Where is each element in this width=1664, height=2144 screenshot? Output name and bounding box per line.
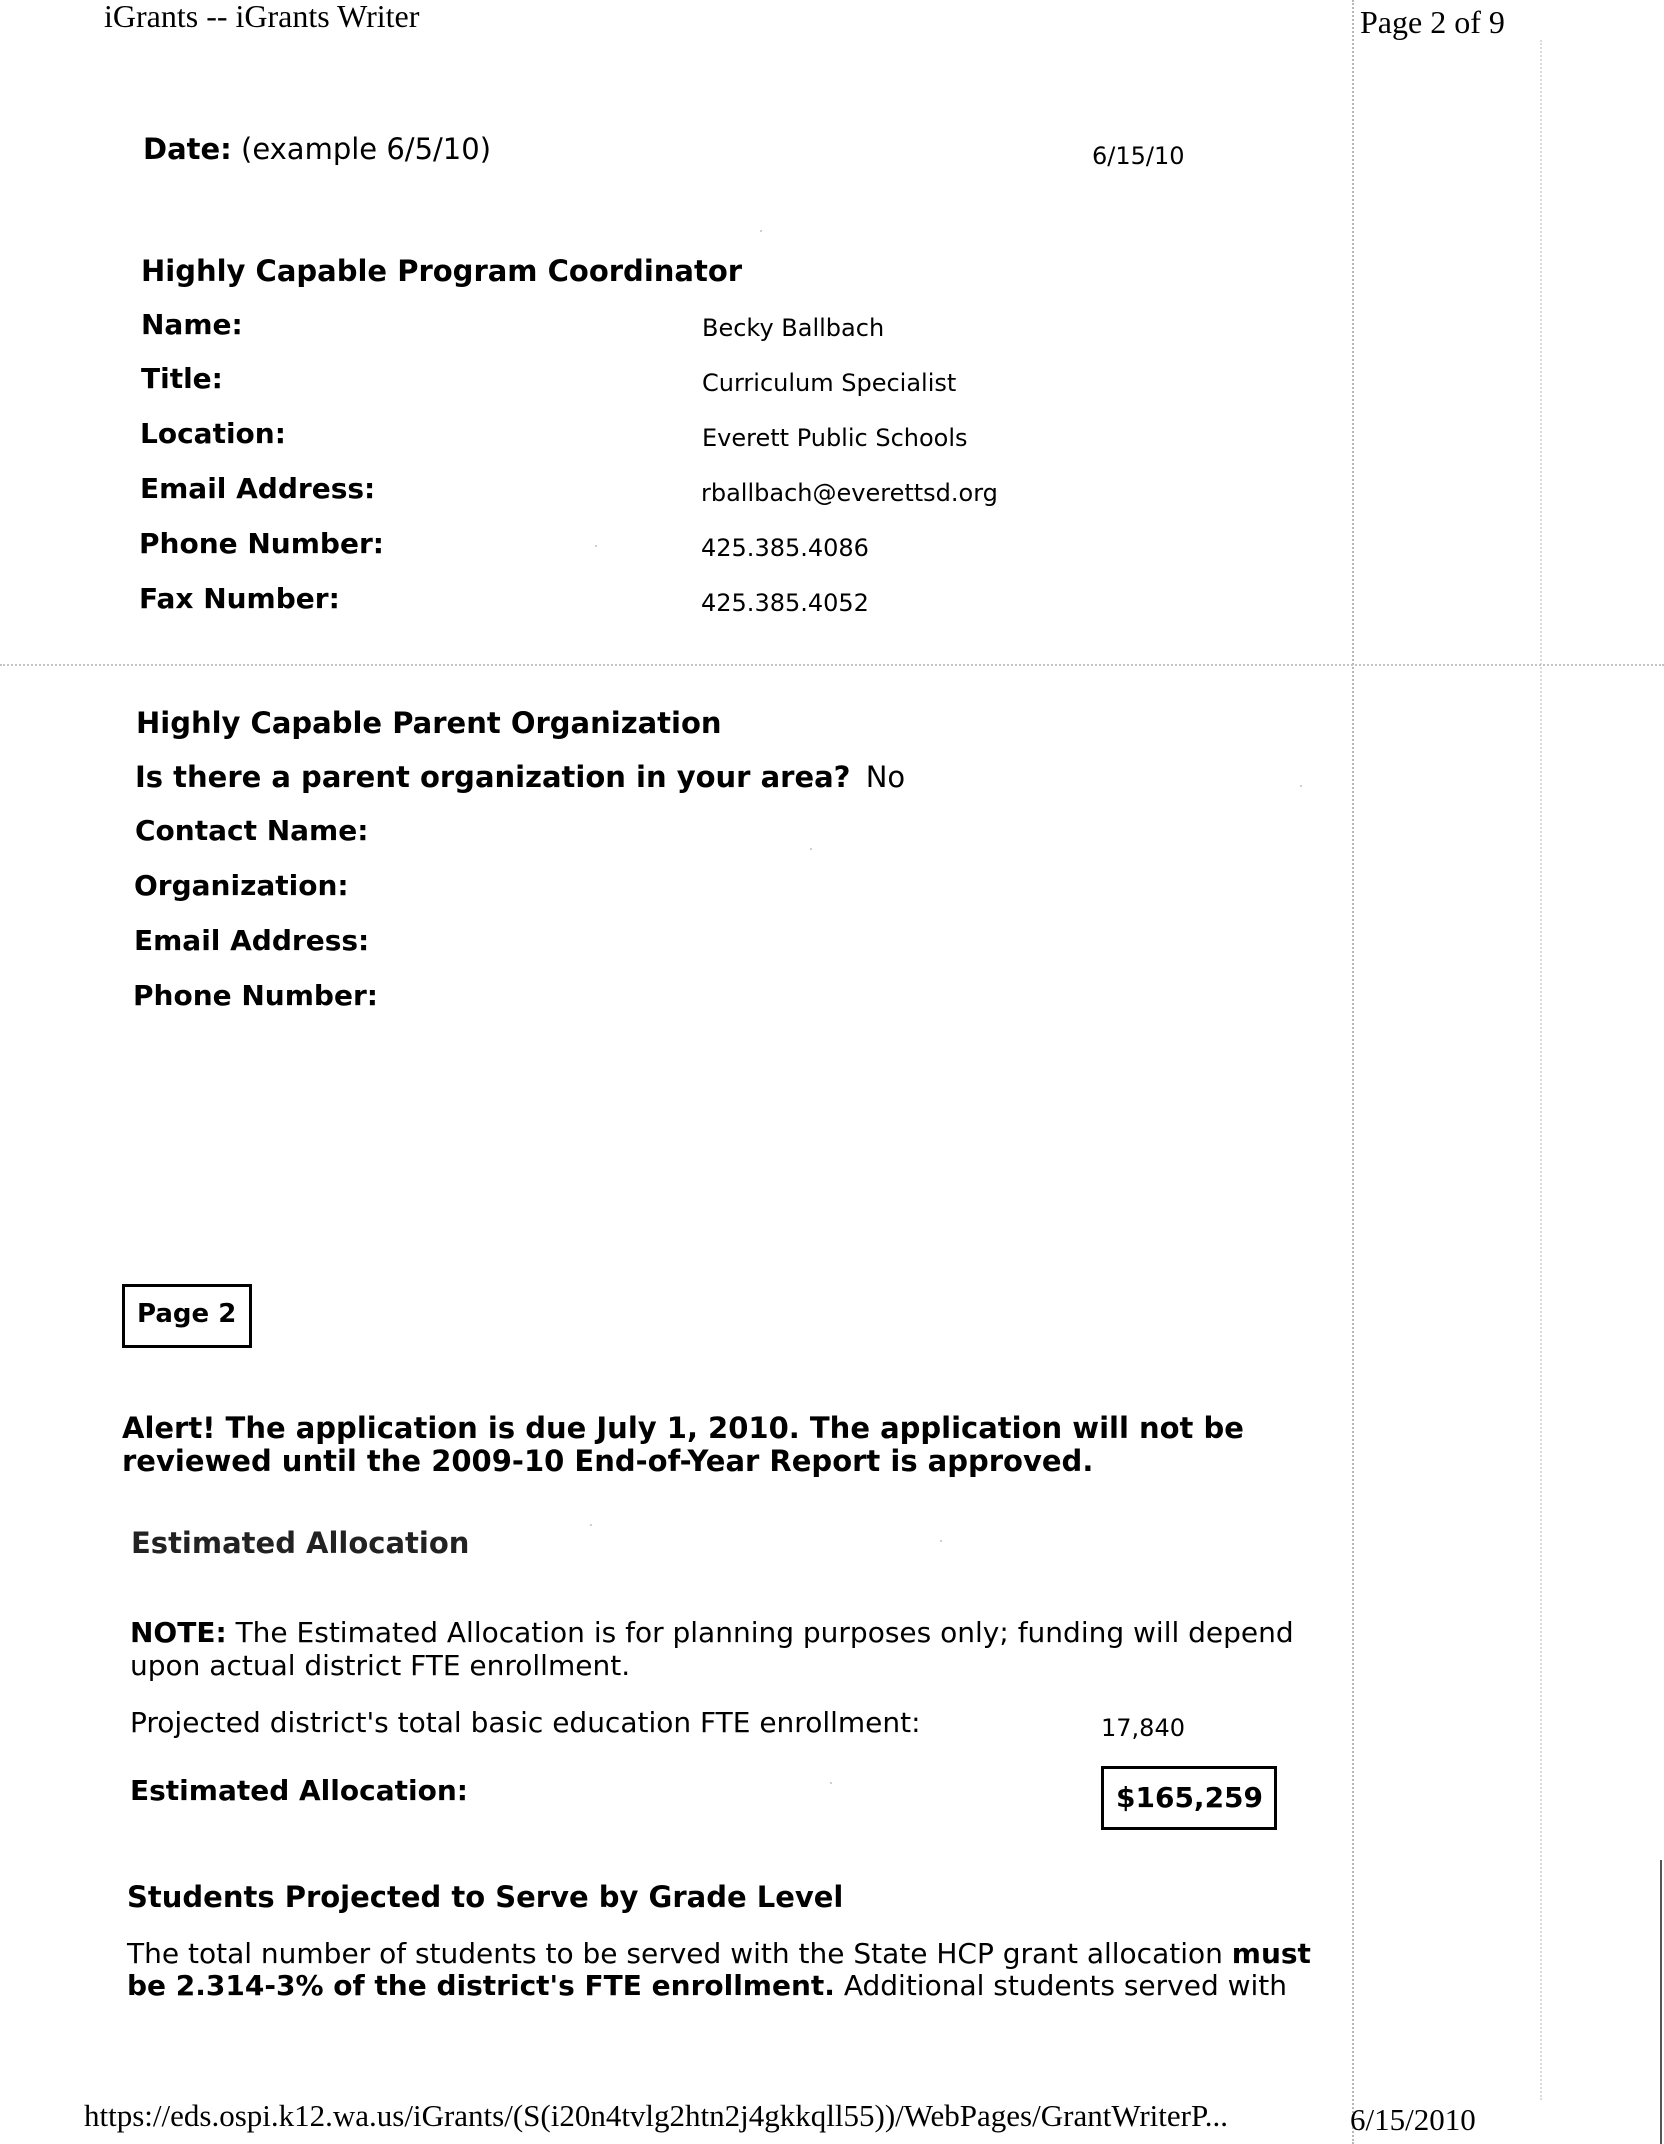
date-value: 6/15/10 [1092, 142, 1185, 170]
page-indicator: Page 2 of 9 [1360, 4, 1505, 40]
parent-contact-name-label: Contact Name: [135, 814, 369, 847]
estimated-allocation-box [1101, 1766, 1277, 1830]
scan-speck [590, 1524, 592, 1526]
scan-speck [1300, 785, 1302, 787]
margin-dotted-line-faint [1540, 40, 1542, 2100]
scan-speck [595, 545, 597, 547]
parent-org-answer: No [865, 760, 906, 794]
estimated-note [130, 1616, 1294, 1682]
estimated-heading: Estimated Allocation [131, 1526, 470, 1560]
students-heading: Students Projected to Serve by Grade Level [127, 1880, 844, 1914]
students-paragraph [127, 1938, 1311, 2002]
footer-date: 6/15/2010 [1350, 2102, 1476, 2137]
students-line1-bold: must [1231, 1937, 1311, 1970]
date-row [143, 132, 491, 166]
estimated-allocation-value: $165,259 [1116, 1781, 1264, 1814]
coordinator-name-value: Becky Ballbach [702, 314, 885, 342]
coordinator-phone-label: Phone Number: [139, 527, 384, 560]
coordinator-fax-value: 425.385.4052 [701, 589, 869, 617]
parent-phone-label: Phone Number: [133, 979, 378, 1012]
margin-dotted-line [1352, 0, 1354, 2144]
students-line2-bold: be 2.314-3% of the district's FTE enrollment. [127, 1969, 835, 2002]
alert-line-2: reviewed until the 2009-10 End-of-Year Report is approved. [122, 1444, 1094, 1478]
scan-speck [760, 230, 762, 232]
coordinator-location-label: Location: [140, 417, 286, 450]
coordinator-name-label: Name: [141, 308, 243, 341]
parent-org-question-row [135, 760, 905, 794]
projected-enrollment-label: Projected district's total basic education FTE enrollment: [130, 1706, 921, 1739]
scan-speck [940, 1540, 942, 1542]
parent-org-question: Is there a parent organization in your area? [135, 760, 851, 794]
coordinator-title-label: Title: [141, 362, 223, 395]
coordinator-location-value: Everett Public Schools [702, 424, 968, 452]
parent-email-label: Email Address: [134, 924, 370, 957]
coordinator-email-label: Email Address: [140, 472, 376, 505]
right-edge-line [1660, 1860, 1662, 2144]
note-text-1: The Estimated Allocation is for planning purposes only; funding will depend [226, 1616, 1294, 1649]
scan-speck [830, 1782, 832, 1784]
coordinator-title-value: Curriculum Specialist [702, 369, 957, 397]
date-label: Date: [143, 132, 232, 166]
alert-message [122, 1412, 1244, 1478]
date-hint: (example 6/5/10) [231, 132, 492, 166]
footer-url: https://eds.ospi.k12.wa.us/iGrants/(S(i20n4tvlg2htn2j4gkkqll55))/WebPages/GrantWriterP... [84, 2098, 1229, 2133]
projected-enrollment-value: 17,840 [1101, 1714, 1185, 1742]
coordinator-phone-value: 425.385.4086 [701, 534, 869, 562]
coordinator-email-value: rballbach@everettsd.org [701, 479, 998, 507]
estimated-allocation-label: Estimated Allocation: [130, 1774, 468, 1807]
coordinator-fax-label: Fax Number: [139, 582, 340, 615]
page-marker-box [122, 1284, 252, 1348]
alert-line-1: Alert! The application is due July 1, 2010. The application will not be [122, 1411, 1244, 1445]
page-marker-label: Page 2 [137, 1299, 237, 1329]
note-label: NOTE: [130, 1616, 227, 1649]
app-title: iGrants -- iGrants Writer [104, 0, 420, 34]
scan-speck [810, 848, 812, 850]
parent-org-heading: Highly Capable Parent Organization [136, 706, 722, 740]
coordinator-heading: Highly Capable Program Coordinator [141, 254, 743, 288]
students-line2-plain: Additional students served with [834, 1969, 1288, 2002]
students-line1-plain: The total number of students to be served with the State HCP grant allocation [127, 1937, 1232, 1970]
note-text-2: upon actual district FTE enrollment. [130, 1649, 631, 1682]
parent-organization-label: Organization: [134, 869, 349, 902]
fold-dotted-line [0, 664, 1664, 666]
